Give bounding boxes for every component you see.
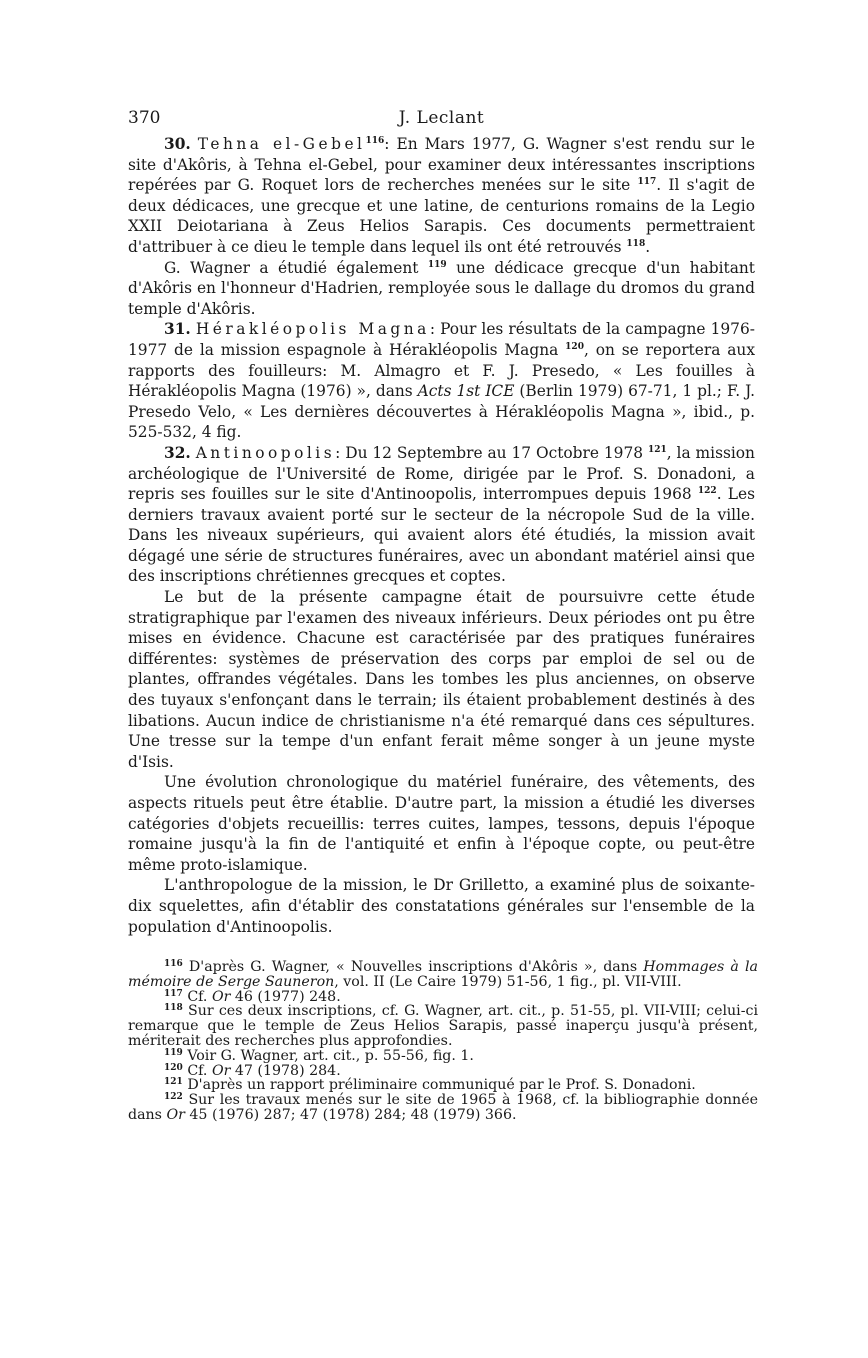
footnote-ref: 116 xyxy=(365,136,385,146)
section-30-paragraph-1: 30. Tehna el-Gebel$^{116}$: En Mars 1977, G. Wagner s'est rendu sur le site d'Akôris, à Tehna el-Gebel, pour examiner deux intéressantes inscriptions repérées par G. Roquet lors de recherches menées sur le site $^{117}$. Il s'agit de deux dédicaces, une grecque et une latine, de centurions romains de la Legio XXII Deiotariana à Zeus Helios Sarapis. Ces documents permettraient d'attribuer à ce dieu le temple dans lequel ils ont été retrouvés $^{118}$. xyxy=(128,135,755,256)
footnote-122: $^{122}$ Sur les travaux menés sur le site de 1965 à 1968, cf. la bibliographie donnée dans Or 45 (1976) 287; 47 (1978) 284; 48 (1979) 366. xyxy=(128,1092,758,1123)
journal-title: Acts 1st ICE xyxy=(417,382,515,401)
section-number: 30. xyxy=(164,135,191,153)
body-text xyxy=(128,134,755,937)
section-31-paragraph-1: 31. Hérakléopolis Magna: Pour les résultats de la campagne 1976-1977 de la mission espagnole à Hérakléopolis Magna $^{120}$, on se reportera aux rapports des fouilleurs: M. Almagro et F. J. Presedo, « Les fouilles à Hérakléopolis Magna (1976) », dans Acts 1st ICE (Berlin 1979) 67-71, 1 pl.; F. J. Presedo Velo, « Les dernières découvertes à Hérakléopolis Magna », ibid., p. 525-532, 4 fig. xyxy=(128,320,755,442)
section-number: 31. xyxy=(164,320,191,339)
footnote-117: $^{117}$ Cf. Or 46 (1977) 248. xyxy=(164,988,341,1005)
site-name: Hérakléopolis Magna xyxy=(195,320,430,339)
footnotes xyxy=(128,960,758,1123)
site-name: Antinoopolis xyxy=(195,443,336,462)
footnote-119: $^{119}$ Voir G. Wagner, art. cit., p. 55-56, fig. 1. xyxy=(164,1047,474,1064)
site-name: Tehna el-Gebel xyxy=(197,135,366,153)
section-number: 32. xyxy=(164,443,191,462)
footnote-121: $^{121}$ D'après un rapport préliminaire communiqué par le Prof. S. Donadoni. xyxy=(164,1077,696,1094)
section-32-paragraph-1: 32. Antinoopolis: Du 12 Septembre au 17 Octobre 1978 $^{121}$, la mission archéologique de l'Université de Rome, dirigée par le Prof. S. Donadoni, a repris ses fouilles sur le site d'Antinoopolis, interrompues depuis 1968 $^{122}$. Les derniers travaux avaient porté sur le secteur de la nécropole Sud de la ville. Dans les niveaux supérieurs, qui avaient alors été étudiés, la mission avait dégagé une série de structures funéraires, avec un abondant matériel ainsi que des inscriptions chrétiennes grecques et coptes. xyxy=(128,443,755,586)
section-30-paragraph-2: G. Wagner a étudié également $^{119}$ une dédicace grecque d'un habitant d'Akôris en l'honneur d'Hadrien, remployée sous le dallage du dromos du grand temple d'Akôris. xyxy=(128,258,755,318)
page-content xyxy=(128,100,755,937)
section-32-paragraph-2: Le but de la présente campagne était de poursuivre cette étude stratigraphique par l'examen des niveaux inférieurs. Deux périodes ont pu être mises en évidence. Chacune est caractérisée par des pratiques funéraires différentes: systèmes de préservation des corps par emploi de sel ou de plantes, offrandes végétales. Dans les tombes les plus anciennes, on observe des tuyaux s'enfonçant dans le terrain; ils étaient probablement destinés à des libations. Aucun indice de christianisme n'a été remarqué dans ces sépultures. Une tresse sur la tempe d'un enfant ferait même songer à un jeune myste d'Isis. xyxy=(128,588,755,771)
footnote-116: $^{116}$ D'après G. Wagner, « Nouvelles inscriptions d'Akôris », dans Hommages à la mémoire de Serge Sauneron, vol. II (Le Caire 1979) 51-56, 1 fig., pl. VII-VIII. xyxy=(128,959,759,990)
footnote-118: $^{118}$ Sur ces deux inscriptions, cf. G. Wagner, art. cit., p. 51-55, pl. VII-VIII; celui-ci remarque que le temple de Zeus Helios Sarapis, passé inaperçu jusqu'à présent, mériterait des recherches plus approfondies. xyxy=(128,1003,758,1049)
section-32-paragraph-3: Une évolution chronologique du matériel funéraire, des vêtements, des aspects rituels peut être établie. D'autre part, la mission a étudié les diverses catégories d'objets recueillis: terres cuites, lampes, tessons, depuis l'époque romaine jusqu'à la fin de l'antiquité et enfin à l'époque copte, ou peut-être même proto-islamique. xyxy=(128,773,755,874)
footnote-ref: 118 xyxy=(626,238,646,249)
footnote-ref: 122 xyxy=(697,486,717,497)
footnote-ref: 120 xyxy=(565,341,584,352)
running-title: J. Leclant xyxy=(398,108,485,128)
footnote-ref: 117 xyxy=(637,177,657,188)
footnote-120: $^{120}$ Cf. Or 47 (1978) 284. xyxy=(164,1062,341,1079)
footnote-ref: 119 xyxy=(427,259,447,270)
section-32-paragraph-4: L'anthropologue de la mission, le Dr Grilletto, a examiné plus de soixante-dix squelettes, afin d'établir des constatations générales sur l'ensemble de la population d'Antinoopolis. xyxy=(128,876,755,936)
page-number: 370 xyxy=(128,108,161,128)
footnote-ref: 121 xyxy=(647,444,667,455)
running-head xyxy=(128,100,755,134)
